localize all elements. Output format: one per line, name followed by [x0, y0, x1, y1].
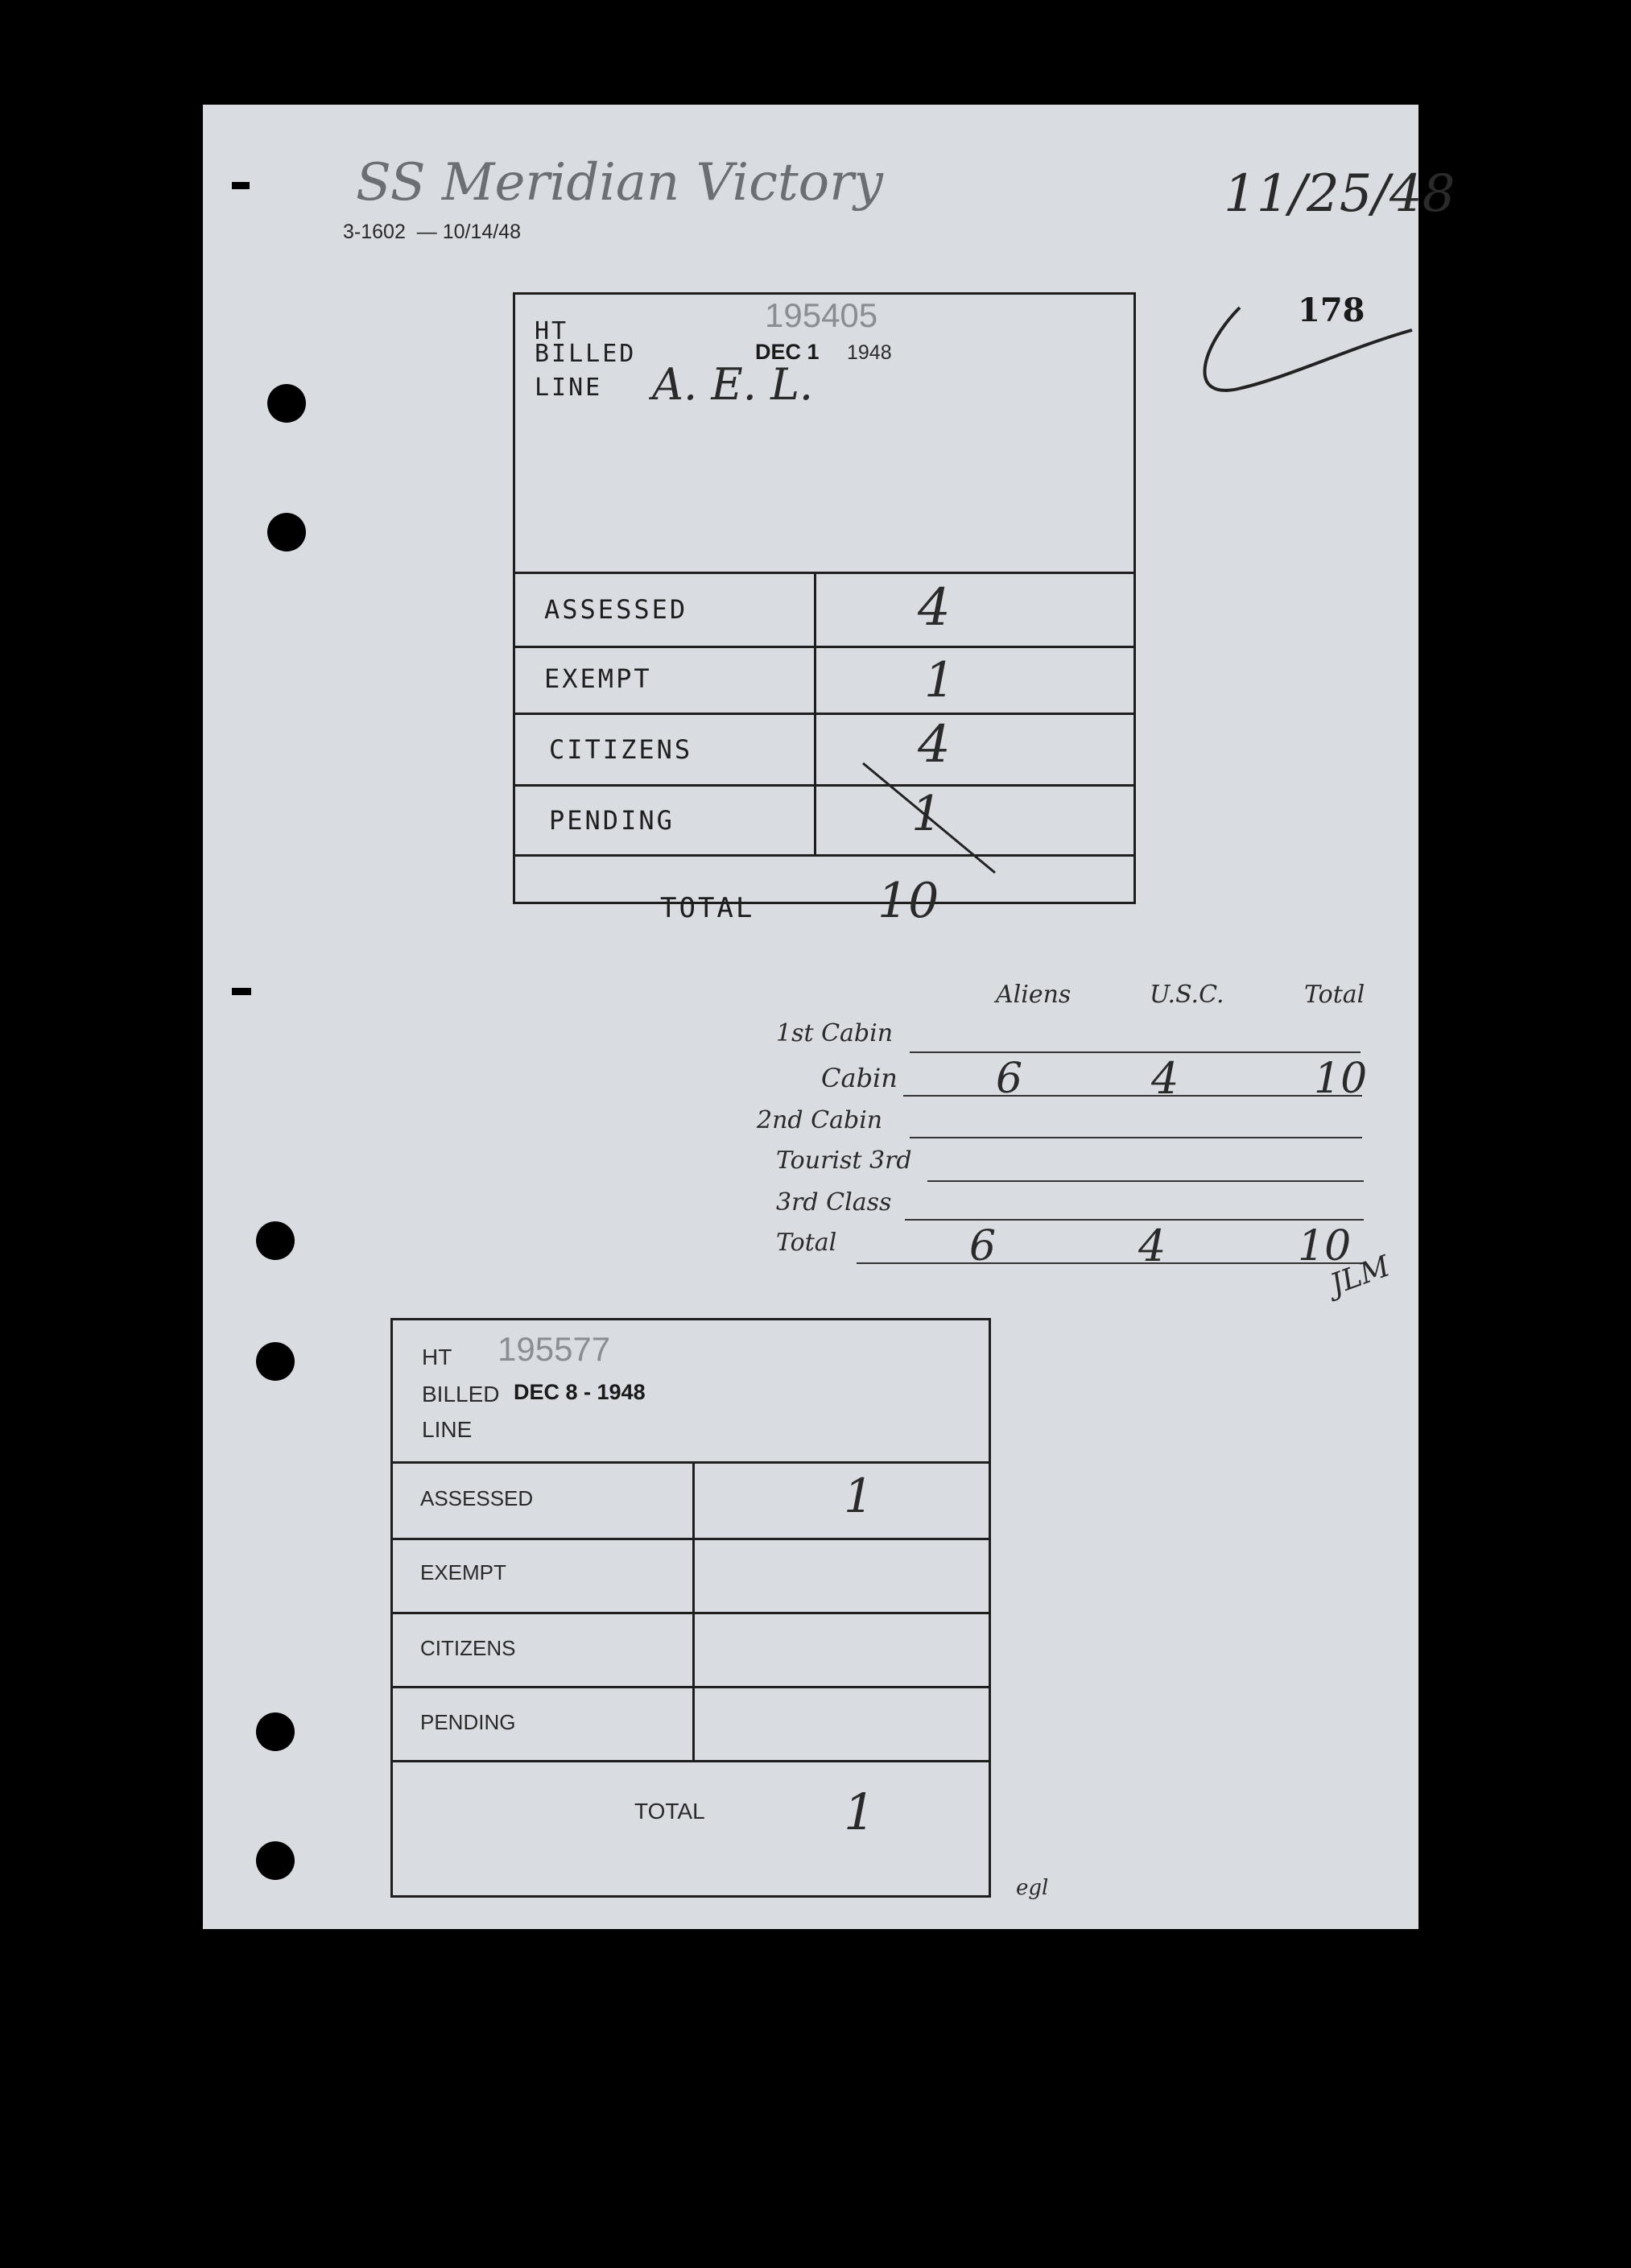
assessed-value: 1	[844, 1469, 873, 1523]
total-label: TOTAL	[660, 892, 755, 924]
punch-hole	[256, 1712, 295, 1751]
punch-hole	[256, 1342, 295, 1381]
page-speck	[232, 182, 250, 189]
punch-hole	[256, 1841, 295, 1880]
divider	[393, 1461, 989, 1464]
file-ref: 3-1602	[343, 221, 406, 243]
file-date: 10/14/48	[442, 221, 522, 243]
ht-label: HT	[535, 317, 569, 345]
fill-line	[905, 1219, 1364, 1221]
divider	[393, 1612, 989, 1614]
citizens-label: CITIZENS	[549, 734, 693, 765]
fill-line	[927, 1180, 1364, 1182]
fill-line	[857, 1262, 1365, 1264]
assessed-value: 4	[918, 578, 951, 638]
divider	[515, 713, 1133, 715]
divider	[515, 784, 1133, 787]
exempt-value: 1	[924, 652, 956, 708]
divider	[515, 854, 1133, 857]
class-value: 10	[1298, 1222, 1352, 1270]
initials: JLM	[1326, 1250, 1394, 1302]
total-label: TOTAL	[634, 1799, 705, 1824]
class-row-label: 2nd Cabin	[757, 1106, 883, 1134]
page-number: 178	[1298, 291, 1365, 329]
initials: egl	[1016, 1876, 1049, 1900]
total-value: 1	[844, 1783, 876, 1841]
total-value: 10	[877, 873, 939, 929]
column-divider	[814, 572, 816, 854]
divider	[515, 646, 1133, 648]
billed-date-stamp: DEC 8 - 1948	[514, 1380, 646, 1404]
checkmark-icon	[1193, 298, 1418, 419]
pending-label: PENDING	[420, 1710, 516, 1734]
line-label: LINE	[535, 374, 603, 402]
header-date: 11/25/48	[1224, 164, 1456, 224]
punch-hole	[256, 1221, 295, 1260]
billed-label: BILLED	[422, 1382, 500, 1407]
class-value: 6	[996, 1055, 1023, 1103]
tax-card-1	[513, 292, 1136, 929]
tax-card-2	[390, 1318, 991, 1898]
class-row-label: Tourist 3rd	[776, 1146, 912, 1175]
pending-value: 1	[911, 786, 943, 842]
document-page	[203, 105, 1456, 1929]
fill-line	[910, 1137, 1362, 1138]
page-speck	[232, 988, 251, 995]
citizens-label: CITIZENS	[420, 1636, 516, 1660]
billed-year: 1948	[847, 341, 892, 364]
billed-date-stamp: DEC 1	[755, 340, 820, 364]
file-reference: 3-1602 — 10/14/48	[343, 221, 522, 243]
assessed-label: ASSESSED	[420, 1486, 534, 1510]
class-row-label: Cabin	[821, 1063, 898, 1093]
fill-line	[910, 1051, 1361, 1053]
exempt-label: EXEMPT	[544, 663, 652, 694]
assessed-label: ASSESSED	[544, 594, 688, 625]
column-header-aliens: Aliens	[996, 981, 1072, 1009]
strikethrough-icon	[861, 762, 998, 874]
ht-number: 195405	[765, 296, 878, 334]
column-divider	[692, 1461, 695, 1760]
class-row-label: 1st Cabin	[776, 1019, 894, 1047]
column-header-total: Total	[1304, 981, 1365, 1009]
class-value: 4	[1138, 1221, 1166, 1271]
citizens-value: 4	[918, 715, 951, 775]
fill-line	[903, 1095, 1362, 1097]
divider	[393, 1686, 989, 1688]
class-row-label: Total	[776, 1229, 837, 1257]
ship-name: SS Meridian Victory	[356, 153, 883, 213]
class-value: 6	[969, 1222, 997, 1270]
punch-hole	[267, 384, 306, 423]
line-label: LINE	[422, 1417, 473, 1442]
class-value: 4	[1151, 1053, 1179, 1104]
exempt-label: EXEMPT	[420, 1560, 506, 1584]
class-value: 10	[1314, 1055, 1368, 1103]
billed-label: BILLED	[535, 340, 637, 368]
pending-label: PENDING	[549, 805, 675, 836]
divider	[393, 1538, 989, 1540]
ht-label: HT	[422, 1345, 452, 1369]
class-row-label: 3rd Class	[776, 1188, 892, 1217]
punch-hole	[267, 513, 306, 552]
divider	[515, 572, 1133, 574]
ht-number: 195577	[498, 1330, 611, 1368]
divider	[393, 1760, 989, 1762]
line-value: A. E. L.	[652, 359, 814, 410]
column-header-usc: U.S.C.	[1150, 981, 1224, 1009]
